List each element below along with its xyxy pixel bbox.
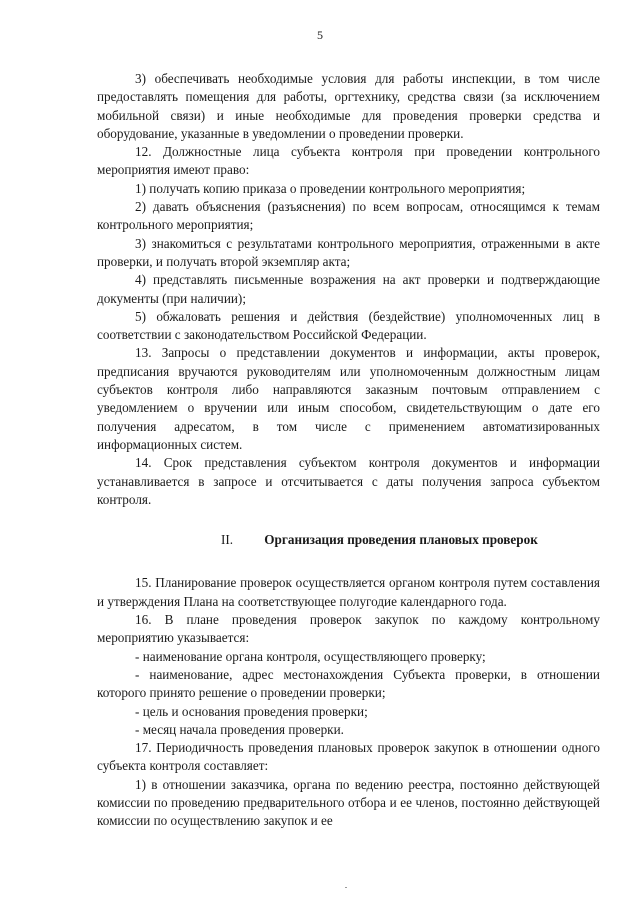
paragraph-16: 16. В плане проведения проверок закупок по каждому контрольному мероприятию указывается: <box>97 612 600 646</box>
paragraph-14: 14. Срок представления субъектом контроля документов и информации устанавливается в запросе и отсчитывается с даты получения запроса субъектом контроля. <box>97 455 600 507</box>
paragraph-11-3: 3) обеспечивать необходимые условия для работы инспекции, в том числе предоставлять помещения для работы, оргтехнику, средства связи (за исключением мобильной связи) и иные необходимые для проведения проверки средства и оборудование, указанные в уведомлении о проведении проверки. <box>97 71 600 141</box>
paragraph-12-1: 1) получать копию приказа о проведении контрольного мероприятия; <box>135 180 526 196</box>
list-item: - цель и основания проведения проверки; <box>135 703 368 719</box>
paragraph-12-5: 5) обжаловать решения и действия (бездействие) уполномоченных лиц в соответствии с законодательством Российской Федерации. <box>97 308 600 343</box>
section-heading <box>97 531 600 549</box>
scan-mark <box>345 887 347 888</box>
paragraph-12-4: 4) представлять письменные возражения на акт проверки и подтверждающие документы (при наличии); <box>97 272 600 306</box>
document-body <box>97 70 600 831</box>
paragraph-17-1: 1) в отношении заказчика, органа по ведению реестра, постоянно действующей комиссии по проведению предварительного отбора и ее членов, постоянно действующей комиссии по осуществлению закупок и ее <box>97 776 600 829</box>
list-item: - месяц начала проведения проверки. <box>135 721 344 737</box>
list-item: - наименование органа контроля, осуществляющего проверку; <box>135 648 486 664</box>
section-title: Организация проведения плановых проверок <box>264 532 538 548</box>
paragraph-13: 13. Запросы о представлении документов и информации, акты проверок, предписания вручаются руководителям или уполномоченным должностным лицам субъектов контроля либо направляются заказным почтовым отправлением с уведомлением о вручении или иным способом, свидетельствующим о дате его получения адресатом, в том числе с применением автоматизированных информационных систем. <box>97 345 600 452</box>
paragraph-12: 12. Должностные лица субъекта контроля при проведении контрольного мероприятия имеют право: <box>97 144 600 178</box>
paragraph-12-3: 3) знакомиться с результатами контрольного мероприятия, отраженными в акте проверки, и получать второй экземпляр акта; <box>97 235 600 269</box>
paragraph-12-2: 2) давать объяснения (разъяснения) по всем вопросам, относящимся к темам контрольного мероприятия; <box>97 199 600 233</box>
list-item: - наименование, адрес местонахождения Субъекта проверки, в отношении которого принято решение о проведении проверки; <box>97 666 600 701</box>
section-number: II. <box>221 532 234 548</box>
paragraph-17: 17. Периодичность проведения плановых проверок закупок в отношении одного субъекта контроля составляет: <box>97 740 600 774</box>
page-number: 5 <box>317 28 323 42</box>
paragraph-15: 15. Планирование проверок осуществляется органом контроля путем составления и утверждения Плана на соответствующее полугодие календарного года. <box>97 575 600 609</box>
